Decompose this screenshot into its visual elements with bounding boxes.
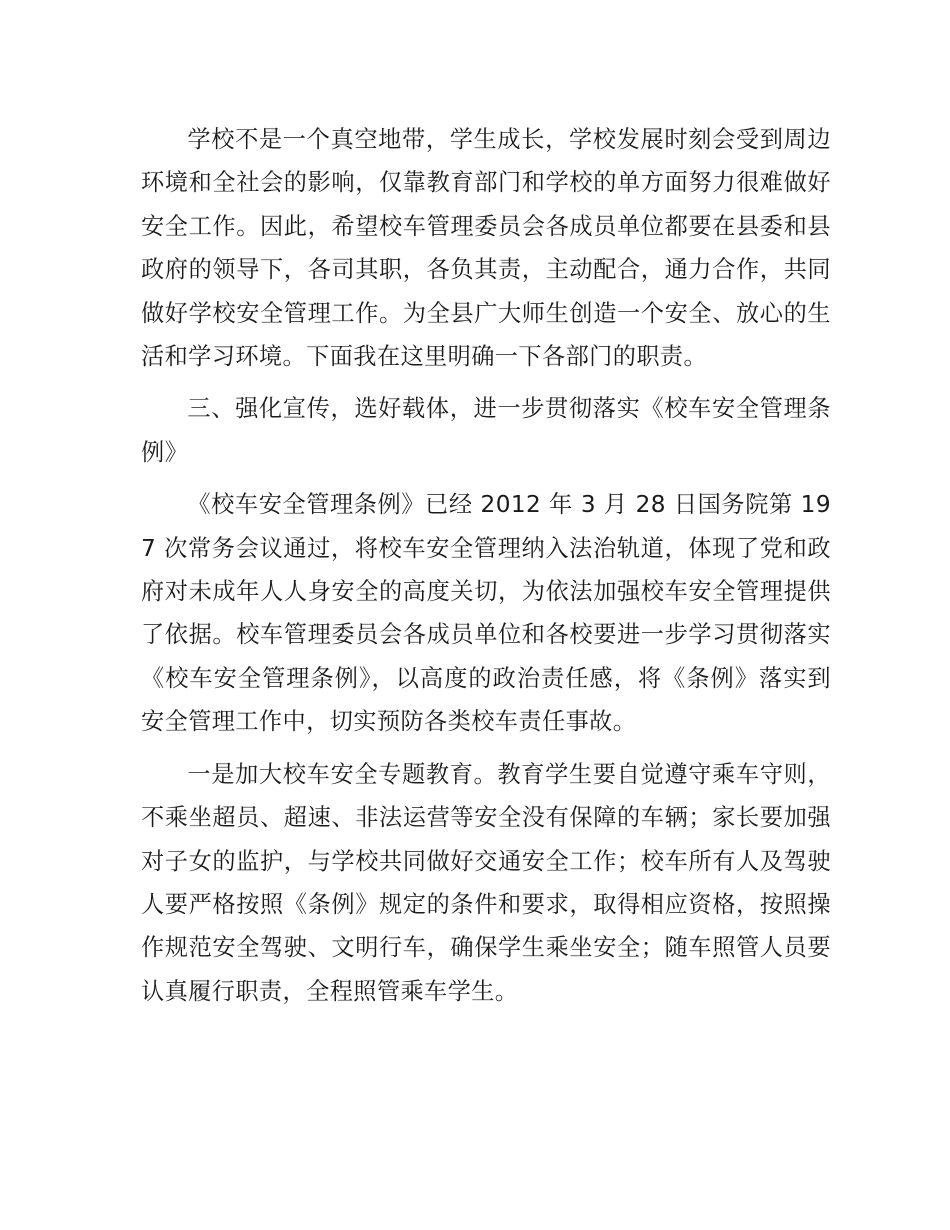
paragraph-safety-education: 一是加大校车安全专题教育。教育学生要自觉遵守乘车守则，不乘坐超员、超速、非法运营等安全没有保障的车辆；家长要加强对子女的监护，与学校共同做好交通安全工作；校车所有人及驾驶人要严格按照《条例》规定的条件和要求，取得相应资格，按照操作规范安全驾驶、文明行车，确保学生乘坐安全；随车照管人员要认真履行职责，全程照管乘车学生。 (141, 760, 831, 1005)
paragraph-school-environment: 学校不是一个真空地带，学生成长，学校发展时刻会受到周边环境和全社会的影响，仅靠教育部门和学校的单方面努力很难做好安全工作。因此，希望校车管理委员会各成员单位都要在县委和县政府的领导下，各司其职，各负其责，主动配合，通力合作，共同做好学校安全管理工作。为全县广大师生创造一个安全、放心的生活和学习环境。下面我在这里明确一下各部门的职责。 (141, 126, 831, 371)
paragraph-regulation-intro: 《校车安全管理条例》已经 2012 年 3 月 28 日国务院第 197 次常务会议通过，将校车安全管理纳入法治轨道，体现了党和政府对未成年人人身安全的高度关切，为依法加强校车安全管理提供了依据。校车管理委员会各成员单位和各校要进一步学习贯彻落实《校车安全管理条例》，以高度的政治责任感，将《条例》落实到安全管理工作中，切实预防各类校车责任事故。 (141, 491, 831, 736)
document-body (141, 118, 831, 1013)
section-heading-three: 三、强化宣传，选好载体，进一步贯彻落实《校车安全管理条例》 (141, 395, 831, 466)
